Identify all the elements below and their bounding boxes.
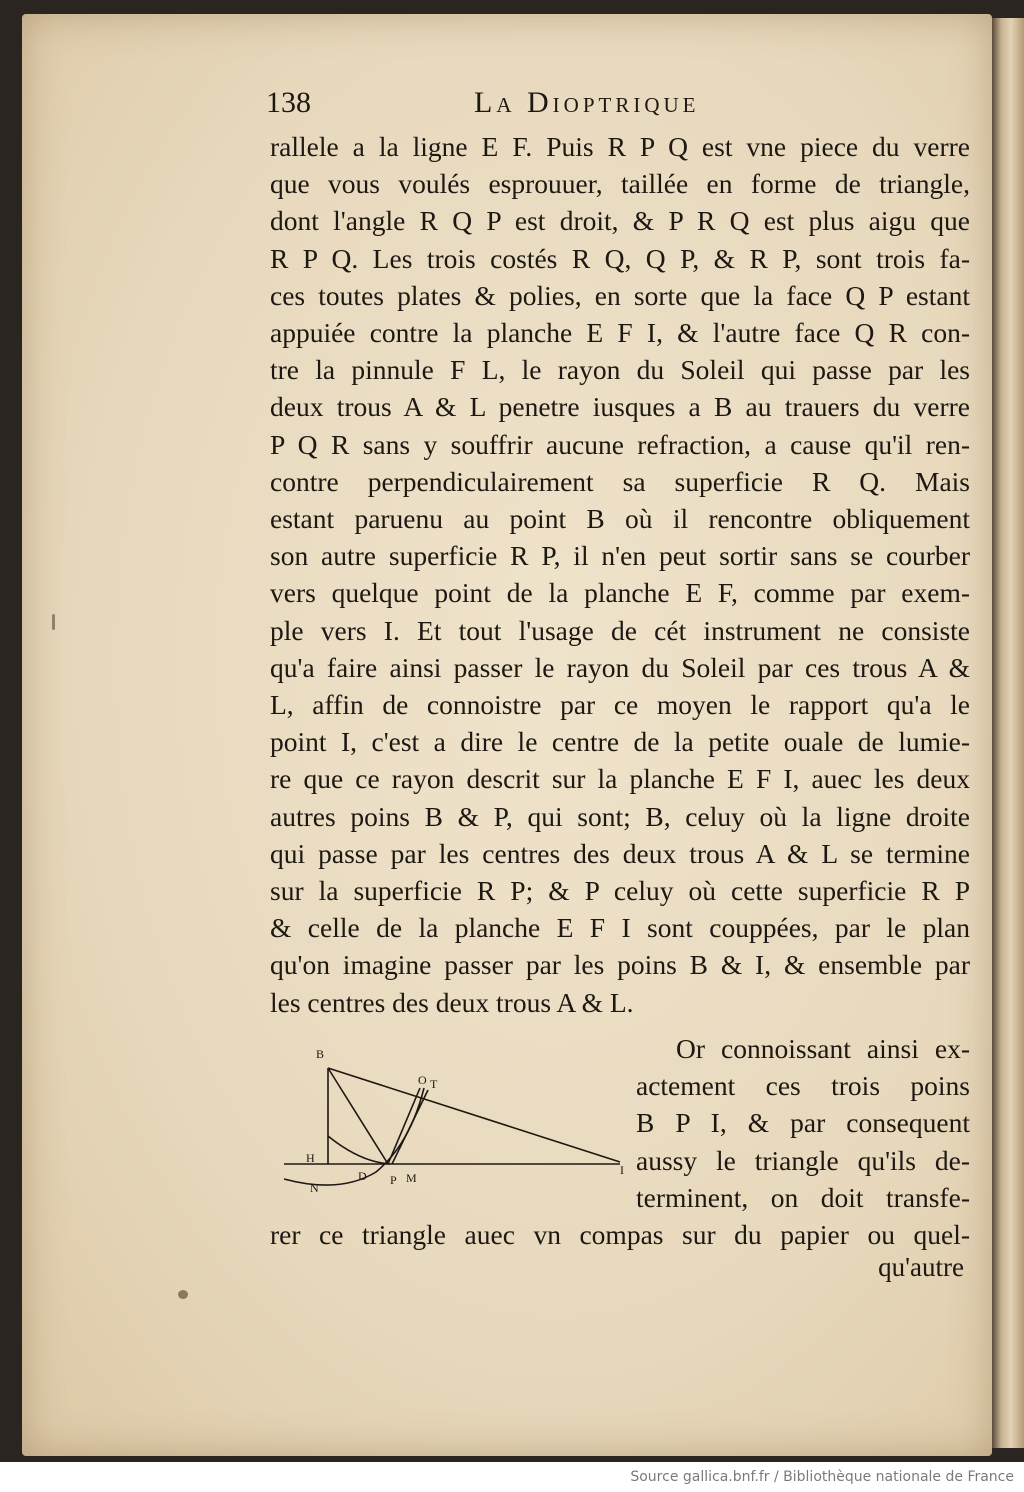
- line-BP: [328, 1068, 388, 1164]
- text-line: & celle de la planche E F I sont couppées, par le plan: [270, 912, 970, 944]
- label-I: I: [620, 1163, 624, 1177]
- text-line: tre la pinnule F L, le rayon du Soleil qui passe par les: [270, 354, 970, 386]
- text-line: qu'a faire ainsi passer le rayon du Soleil par ces trous A &: [270, 651, 970, 683]
- label-B: B: [316, 1047, 325, 1061]
- line-PO: [388, 1088, 420, 1164]
- text-line: dont l'angle R Q P est droit, & P R Q est plus aigu que: [270, 205, 970, 237]
- text-line: sur la superficie R P; & P celuy où cette superficie R P: [270, 875, 970, 907]
- text-line: terminent, on doit transfe-: [636, 1181, 970, 1213]
- triangle-diagram: [280, 1044, 630, 1194]
- label-P: P: [390, 1173, 397, 1187]
- label-N: N: [310, 1181, 319, 1194]
- wrapped-paragraph: [636, 1030, 970, 1216]
- text-line: rallele a la ligne E F. Puis R P Q est vne piece du verre: [270, 131, 970, 162]
- text-line: qu'on imagine passer par les poins B & I, & ensemble par: [270, 949, 970, 981]
- text-line: R P Q. Les trois costés R Q, Q P, & R P, sont trois fa-: [270, 242, 970, 274]
- label-H: H: [306, 1151, 315, 1165]
- arc-HD: [328, 1136, 390, 1164]
- text-line: aussy le triangle qu'ils de-: [636, 1144, 970, 1176]
- arc-ND: [284, 1088, 424, 1185]
- text-line: ple vers I. Et tout l'usage de cét instrument ne consiste: [270, 614, 970, 646]
- label-M: M: [406, 1171, 417, 1185]
- body-text: [270, 128, 970, 1021]
- ink-spot: [178, 1290, 188, 1299]
- text-line: point I, c'est a dire le centre de la petite ouale de lumie-: [270, 726, 970, 758]
- text-line: deux trous A & L penetre iusques a B au trauers du verre: [270, 391, 970, 423]
- label-O: O: [418, 1073, 427, 1087]
- text-line: appuiée contre la planche E F I, & l'autre face Q R con-: [270, 317, 970, 349]
- text-line: autres poins B & P, qui sont; B, celuy où la ligne droite: [270, 800, 970, 832]
- text-line: son autre superficie R P, il n'en peut sortir sans se courber: [270, 540, 970, 572]
- text-line: L, affin de connoistre par ce moyen le rapport qu'a le: [270, 689, 970, 721]
- running-title: La Dioptrique: [474, 86, 700, 119]
- text-line: contre perpendiculairement sa superficie R Q. Mais: [270, 465, 970, 497]
- text-line: P Q R sans y souffrir aucune refraction, a cause qu'il ren-: [270, 428, 970, 460]
- tail-paragraph: [270, 1216, 970, 1253]
- text-line: Or connoissant ainsi ex-: [676, 1033, 970, 1064]
- text-line: les centres des deux trous A & L.: [270, 986, 634, 1018]
- running-header: [266, 86, 966, 122]
- text-line: ces toutes plates & polies, en sorte que la face Q P estant: [270, 279, 970, 311]
- line-BI: [328, 1068, 620, 1162]
- text-line: que vous voulés esprouuer, taillée en forme de triangle,: [270, 168, 970, 200]
- text-line: rer ce triangle auec vn compas sur du papier ou quel-: [270, 1219, 970, 1250]
- text-line: vers quelque point de la planche E F, comme par exem-: [270, 577, 970, 609]
- text-line: qui passe par les centres des deux trous A & L se termine: [270, 837, 970, 869]
- text-line: estant paruenu au point B où il rencontre obliquement: [270, 503, 970, 535]
- source-footer: Source gallica.bnf.fr / Bibliothèque nationale de France: [630, 1469, 1014, 1485]
- adjacent-page-edge: [992, 18, 1024, 1448]
- text-line: actement ces trois poins: [636, 1070, 970, 1102]
- label-D: D: [358, 1169, 367, 1183]
- text-line: B P I, & par consequent: [636, 1107, 970, 1139]
- page-number: 138: [266, 86, 311, 119]
- text-line: re que ce rayon descrit sur la planche E F I, auec les deux: [270, 763, 970, 795]
- catchword: qu'autre: [878, 1252, 964, 1282]
- triangle-diagram-svg: [280, 1044, 630, 1194]
- label-T: T: [430, 1077, 438, 1091]
- margin-mark: [52, 614, 55, 630]
